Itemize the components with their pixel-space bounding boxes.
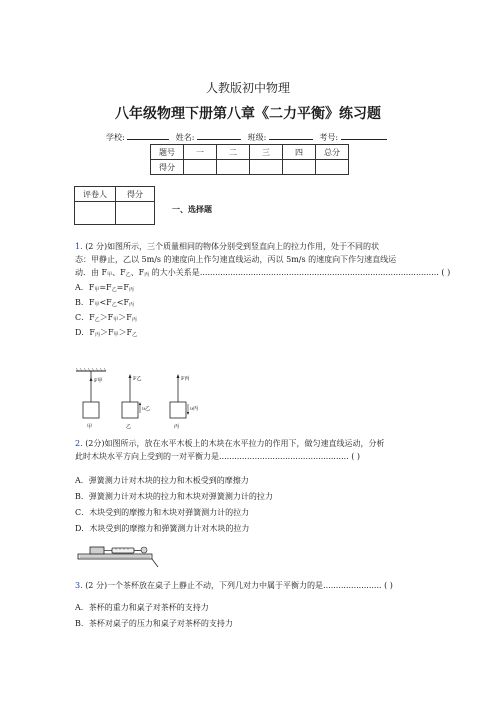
force-arrow-jia bbox=[90, 377, 93, 381]
figure-name-bing: 丙 bbox=[174, 424, 180, 430]
q1-option-a[interactable]: A．$F_甲=F_乙=F_丙$ bbox=[75, 283, 134, 293]
q3-option-b[interactable]: B．茶杯对桌子的压力和桌子对茶杯的支持力 bbox=[75, 619, 233, 628]
question-1 bbox=[75, 240, 451, 282]
dot-leader: ................................................... bbox=[219, 452, 349, 461]
score-cell[interactable] bbox=[316, 160, 349, 175]
velocity-arrowhead-yi bbox=[139, 402, 141, 405]
q1-option-c[interactable]: C．$F_乙>F_甲>F_丙$ bbox=[75, 313, 137, 323]
section-title: 一、选择题 bbox=[172, 204, 212, 214]
score-table-header: 总分 bbox=[316, 145, 349, 160]
name-label: 姓名: bbox=[175, 133, 195, 142]
q2-option-d[interactable]: D．木块受到的摩擦力和弹簧测力计对木块的拉力 bbox=[75, 524, 250, 533]
question-score: (2 分) bbox=[85, 581, 108, 590]
subscript: 乙 bbox=[125, 272, 131, 278]
question-2-line-1 bbox=[75, 437, 427, 450]
question-1-line-3: 动．由 $F_甲$、$F_乙$、$F_丙$ 的大小关系是.............................................................................................. ( ) bbox=[75, 268, 451, 278]
board-leg bbox=[152, 559, 158, 567]
velocity-label-bing: υ丙 bbox=[190, 406, 199, 412]
score-table-header: 三 bbox=[250, 145, 283, 160]
score-table-header-row bbox=[151, 145, 349, 160]
question-text: 如图所示，放在水平木板上的木块在水平拉力的作用下，做匀速直线运动，分析 bbox=[104, 439, 385, 448]
score-table bbox=[150, 144, 349, 175]
wooden-board bbox=[78, 554, 152, 559]
score-row-label: 得分 bbox=[151, 160, 184, 175]
question-2 bbox=[75, 437, 427, 463]
question-text: 此时木块水平方向上受到的一对平衡力是 bbox=[75, 452, 219, 461]
question-2-line-2 bbox=[75, 450, 427, 463]
page-title: 八年级物理下册第八章《二力平衡》练习题 bbox=[115, 106, 381, 122]
spring-scale bbox=[112, 548, 134, 553]
question-score: (2分) bbox=[85, 439, 105, 448]
class-label: 班级: bbox=[247, 133, 267, 142]
answer-bracket[interactable]: ( ) bbox=[384, 581, 393, 590]
block-yi bbox=[122, 402, 138, 418]
velocity-arrowhead-bing bbox=[187, 412, 189, 415]
score-header: 得分 bbox=[116, 187, 155, 202]
grader-score-cell[interactable] bbox=[116, 202, 155, 225]
score-table-row bbox=[151, 160, 349, 175]
question-text: 动．由 F bbox=[75, 268, 108, 277]
q3-option-a[interactable]: A．茶杯的重力和桌子对茶杯的支持力 bbox=[75, 603, 209, 612]
school-field[interactable] bbox=[127, 131, 169, 140]
force-label-jia: F甲 bbox=[94, 378, 103, 384]
score-table-header: 四 bbox=[283, 145, 316, 160]
q1-figure bbox=[76, 366, 216, 430]
score-cell[interactable] bbox=[250, 160, 283, 175]
score-cell[interactable] bbox=[283, 160, 316, 175]
q2-figure bbox=[76, 542, 160, 568]
force-arrow-yi bbox=[129, 374, 132, 378]
q2-option-a[interactable]: A．弹簧测力计对木块的拉力和木板受到的摩擦力 bbox=[75, 476, 249, 485]
score-table-header: 二 bbox=[217, 145, 250, 160]
dot-leader: .............................................................................................. bbox=[199, 268, 439, 277]
force-arrow-bing bbox=[177, 374, 180, 378]
answer-bracket[interactable]: ( ) bbox=[441, 268, 451, 277]
question-1-line-2: 态：甲静止，乙以 5m/s 的速度向上作匀速直线运动，丙以 5m/s 的速度向下作匀速直线运 bbox=[75, 255, 397, 264]
q2-option-c[interactable]: C．木块受到的摩擦力和木块对弹簧测力计的拉力 bbox=[75, 508, 250, 517]
block-bing bbox=[170, 402, 186, 418]
question-number: 1. bbox=[75, 242, 83, 251]
q1-option-b[interactable]: B．$F_甲<F_乙<F_丙$ bbox=[75, 298, 135, 308]
score-table-header: 一 bbox=[184, 145, 217, 160]
dot-leader: ....................... bbox=[323, 581, 382, 590]
velocity-label-yi: υ乙 bbox=[142, 406, 151, 412]
grader-header: 评卷人 bbox=[75, 187, 116, 202]
q2-option-b[interactable]: B．弹簧测力计对木块的拉力和木块对弹簧测力计的拉力 bbox=[75, 492, 273, 501]
q1-option-d[interactable]: D．$F_丙>F_甲>F_乙$ bbox=[75, 328, 138, 338]
name-field[interactable] bbox=[197, 131, 241, 140]
grader-table bbox=[74, 186, 155, 225]
question-score: (2 分) bbox=[85, 242, 108, 251]
force-label-yi: F乙 bbox=[133, 376, 142, 382]
question-text: 一个茶杯放在桌子上静止不动，下列几对力中属于平衡力的是 bbox=[107, 581, 324, 590]
student-info-row bbox=[106, 131, 387, 143]
question-text: 如图所示，三个质量相同的物体分别受到竖直向上的拉力作用，处于不同的状 bbox=[107, 242, 380, 251]
answer-bracket[interactable]: ( ) bbox=[351, 452, 361, 461]
exam-number-field[interactable] bbox=[341, 131, 387, 140]
hand-icon bbox=[141, 547, 147, 553]
figure-name-yi: 乙 bbox=[126, 424, 132, 430]
question-text: 的大小关系是 bbox=[149, 268, 200, 277]
question-number: 2. bbox=[75, 439, 83, 448]
question-number: 3. bbox=[75, 581, 83, 590]
subscript: 甲 bbox=[107, 272, 113, 278]
score-cell[interactable] bbox=[217, 160, 250, 175]
subscript: 丙 bbox=[144, 272, 150, 278]
school-label: 学校: bbox=[106, 133, 125, 142]
wood-block bbox=[90, 547, 104, 554]
question-3-line-1 bbox=[75, 579, 427, 592]
question-3 bbox=[75, 579, 427, 592]
force-label-bing: F丙 bbox=[181, 376, 190, 382]
exam-number-label: 考号: bbox=[319, 133, 339, 142]
score-table-header: 题号 bbox=[151, 145, 184, 160]
question-1-line-1 bbox=[75, 240, 427, 253]
figure-name-jia: 甲 bbox=[87, 424, 93, 430]
class-field[interactable] bbox=[269, 131, 313, 140]
grader-cell[interactable] bbox=[75, 202, 116, 225]
block-jia bbox=[83, 402, 99, 418]
subject-heading: 人教版初中物理 bbox=[205, 81, 290, 95]
score-cell[interactable] bbox=[184, 160, 217, 175]
